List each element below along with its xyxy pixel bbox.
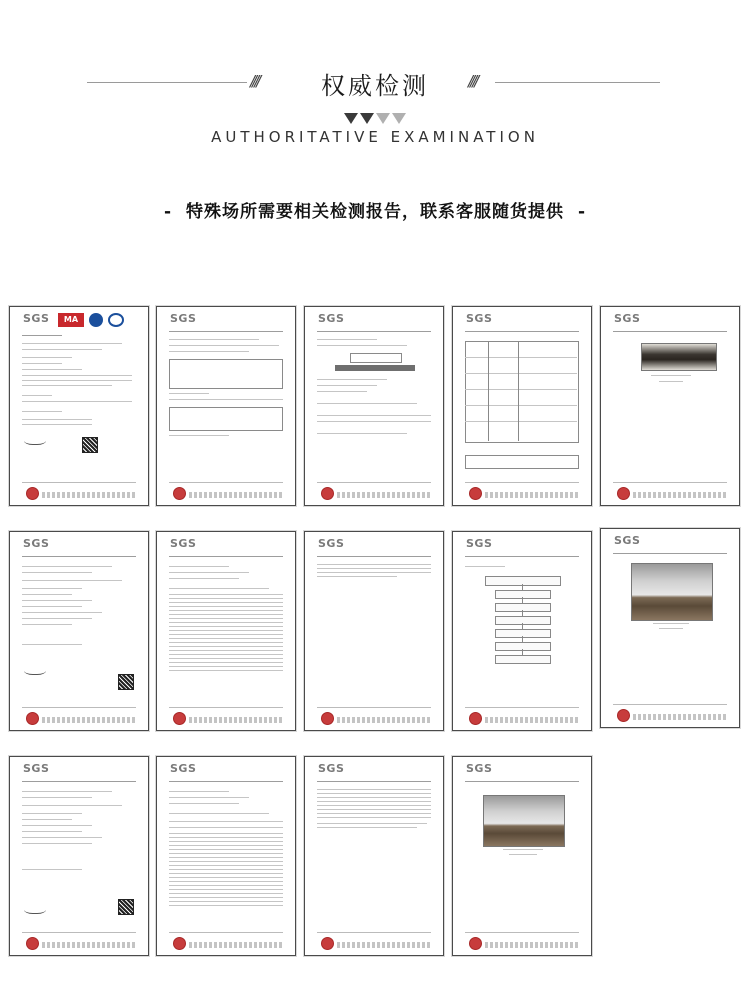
seal-icon xyxy=(469,937,482,950)
sgs-logo: SGS xyxy=(318,762,345,775)
doc-line xyxy=(465,566,505,567)
doc-line xyxy=(22,401,132,402)
doc-line xyxy=(22,556,136,557)
doc-footer-line xyxy=(613,704,727,705)
doc-line xyxy=(22,837,102,838)
doc-line xyxy=(317,415,431,416)
doc-line xyxy=(169,630,283,631)
doc-footer-text xyxy=(633,492,727,498)
doc-line xyxy=(317,379,387,380)
doc-line xyxy=(169,435,229,436)
doc-line xyxy=(169,566,229,567)
doc-line xyxy=(169,666,283,667)
seal-icon xyxy=(321,487,334,500)
doc-line xyxy=(169,897,283,898)
ilac-logo-icon xyxy=(89,313,103,327)
doc-line xyxy=(613,553,727,554)
test-report-cover[interactable] xyxy=(9,531,149,731)
doc-line xyxy=(22,624,72,625)
doc-line xyxy=(22,797,92,798)
doc-line xyxy=(317,345,407,346)
doc-line xyxy=(169,638,283,639)
doc-line xyxy=(653,623,689,624)
seal-icon xyxy=(26,712,39,725)
seal-icon xyxy=(26,937,39,950)
doc-table xyxy=(169,359,283,389)
seal-icon xyxy=(321,712,334,725)
doc-footer-text xyxy=(189,717,283,723)
qr-code-icon xyxy=(82,437,98,453)
doc-footer-text xyxy=(485,492,579,498)
doc-line xyxy=(317,781,431,782)
header-slash-right: //// xyxy=(468,72,477,90)
report-page-5-photo[interactable] xyxy=(600,306,740,506)
doc-line xyxy=(169,622,283,623)
doc-footer-line xyxy=(317,932,431,933)
signature xyxy=(24,903,46,914)
header-rule-right xyxy=(495,82,660,83)
sgs-logo: SGS xyxy=(466,312,493,325)
doc-footer-text xyxy=(189,942,283,948)
page-subtitle: AUTHORITATIVE EXAMINATION xyxy=(211,128,539,146)
doc-line xyxy=(22,825,92,826)
doc-line xyxy=(22,805,122,806)
doc-footer-text xyxy=(485,717,579,723)
doc-line xyxy=(613,331,727,332)
sgs-logo: SGS xyxy=(318,312,345,325)
doc-table xyxy=(350,353,402,363)
sgs-logo: SGS xyxy=(170,537,197,550)
doc-line xyxy=(22,606,82,607)
doc-line xyxy=(169,331,283,332)
doc-line xyxy=(465,389,577,390)
doc-line xyxy=(169,345,279,346)
doc-footer-line xyxy=(22,707,136,708)
doc-footer-text xyxy=(485,942,579,948)
doc-footer-line xyxy=(169,707,283,708)
sgs-logo: SGS xyxy=(23,312,50,325)
doc-footer-line xyxy=(169,482,283,483)
doc-line xyxy=(22,644,82,645)
doc-line xyxy=(22,375,132,376)
doc-footer-text xyxy=(633,714,727,720)
seal-icon xyxy=(469,487,482,500)
doc-footer-text xyxy=(42,717,136,723)
flow-step xyxy=(495,590,551,599)
doc-line xyxy=(169,642,283,643)
doc-footer-line xyxy=(465,482,579,483)
doc-line xyxy=(317,556,431,557)
doc-table xyxy=(465,455,579,469)
cert-cover-page[interactable] xyxy=(9,306,149,506)
doc-line xyxy=(465,331,579,332)
qr-code-icon xyxy=(118,674,134,690)
doc-line xyxy=(169,351,249,352)
doc-line xyxy=(317,793,431,794)
triangle-decoration xyxy=(0,109,750,128)
doc-line xyxy=(317,827,417,828)
doc-footer-line xyxy=(465,932,579,933)
doc-line xyxy=(169,881,283,882)
doc-line xyxy=(22,385,112,386)
doc-line xyxy=(488,341,489,441)
doc-line xyxy=(22,411,62,412)
doc-footer-text xyxy=(337,942,431,948)
doc-line xyxy=(169,901,283,902)
sgs-logo: SGS xyxy=(466,537,493,550)
doc-line xyxy=(317,421,431,422)
doc-footer-text xyxy=(337,492,431,498)
doc-line xyxy=(169,803,239,804)
doc-line xyxy=(22,580,122,581)
doc-highlight xyxy=(335,365,415,371)
seal-icon xyxy=(321,937,334,950)
doc-line xyxy=(465,781,579,782)
doc-line xyxy=(22,831,82,832)
sgs-logo: SGS xyxy=(318,537,345,550)
doc-line xyxy=(317,809,431,810)
triangle-icon xyxy=(344,113,358,124)
doc-footer-text xyxy=(189,492,283,498)
doc-line xyxy=(169,849,283,850)
doc-line xyxy=(169,853,283,854)
doc-line xyxy=(169,658,283,659)
doc-line xyxy=(22,424,92,425)
sgs-logo: SGS xyxy=(170,762,197,775)
doc-table xyxy=(169,407,283,431)
doc-line xyxy=(169,646,283,647)
doc-line xyxy=(317,403,417,404)
doc-line xyxy=(317,564,431,565)
signature xyxy=(24,434,46,445)
doc-line xyxy=(169,594,283,595)
flow-step xyxy=(495,629,551,638)
doc-line xyxy=(317,801,431,802)
doc-line xyxy=(22,369,82,370)
notice-text xyxy=(0,197,750,222)
test-sample-photo[interactable] xyxy=(600,528,740,728)
doc-footer-line xyxy=(22,482,136,483)
doc-line xyxy=(317,823,427,824)
triangle-icon xyxy=(360,113,374,124)
doc-line xyxy=(651,375,691,376)
doc-line xyxy=(169,869,283,870)
sgs-logo: SGS xyxy=(614,312,641,325)
sample-photo xyxy=(483,795,565,847)
flow-step xyxy=(495,655,551,664)
sample-photo xyxy=(631,563,713,621)
sample-photo xyxy=(641,343,717,371)
doc-line xyxy=(317,789,431,790)
doc-footer-text xyxy=(337,717,431,723)
triangle-icon xyxy=(392,113,406,124)
doc-line xyxy=(465,421,577,422)
doc-line xyxy=(169,556,283,557)
doc-line xyxy=(317,813,431,814)
doc-line xyxy=(22,594,72,595)
doc-line xyxy=(22,843,92,844)
test-flowchart[interactable] xyxy=(452,531,592,731)
test-report-results-cont[interactable] xyxy=(304,531,444,731)
seal-icon xyxy=(617,487,630,500)
report-page-3[interactable] xyxy=(304,306,444,506)
doc-line xyxy=(169,626,283,627)
doc-line xyxy=(169,873,283,874)
doc-line xyxy=(169,399,283,400)
doc-line xyxy=(659,628,683,629)
doc-line xyxy=(169,813,269,814)
doc-line xyxy=(169,618,283,619)
doc-line xyxy=(169,588,269,589)
doc-line xyxy=(317,391,367,392)
notice-dash-left: - xyxy=(163,202,172,222)
doc-line xyxy=(169,885,283,886)
test-report-results[interactable] xyxy=(156,531,296,731)
doc-line xyxy=(317,817,431,818)
doc-line xyxy=(22,869,82,870)
doc-line xyxy=(22,343,122,344)
doc-line xyxy=(169,865,283,866)
doc-line xyxy=(169,606,283,607)
doc-line xyxy=(169,877,283,878)
doc-footer-text xyxy=(42,942,136,948)
flow-step xyxy=(485,576,561,586)
doc-line xyxy=(169,905,283,906)
doc-line xyxy=(169,610,283,611)
sgs-logo: SGS xyxy=(614,534,641,547)
flow-step xyxy=(495,603,551,612)
second-sample-photo[interactable] xyxy=(452,756,592,956)
doc-line xyxy=(169,393,209,394)
doc-line xyxy=(22,419,92,420)
doc-line xyxy=(317,568,431,569)
doc-line xyxy=(169,670,283,671)
report-page-4-table[interactable] xyxy=(452,306,592,506)
doc-line xyxy=(465,556,579,557)
sgs-logo: SGS xyxy=(170,312,197,325)
doc-line xyxy=(317,339,377,340)
seal-icon xyxy=(173,712,186,725)
flow-step xyxy=(495,642,551,651)
doc-line xyxy=(518,341,519,441)
seal-icon xyxy=(617,709,630,722)
seal-icon xyxy=(173,487,186,500)
doc-line xyxy=(169,662,283,663)
doc-line xyxy=(22,572,92,573)
sgs-logo: SGS xyxy=(23,762,50,775)
doc-line xyxy=(169,837,283,838)
doc-line xyxy=(659,381,683,382)
flow-step xyxy=(495,616,551,625)
doc-footer-line xyxy=(169,932,283,933)
doc-line xyxy=(169,861,283,862)
doc-line xyxy=(169,841,283,842)
doc-line xyxy=(317,572,431,573)
doc-line xyxy=(169,889,283,890)
doc-footer-line xyxy=(317,482,431,483)
doc-line xyxy=(22,363,62,364)
doc-line xyxy=(22,781,136,782)
doc-line xyxy=(169,650,283,651)
doc-line xyxy=(169,781,283,782)
doc-line xyxy=(169,833,283,834)
doc-line xyxy=(22,349,102,350)
doc-line xyxy=(169,821,283,822)
doc-line xyxy=(169,827,283,828)
doc-line xyxy=(169,614,283,615)
doc-line xyxy=(22,819,72,820)
doc-line xyxy=(169,791,229,792)
doc-line xyxy=(169,578,239,579)
doc-line xyxy=(509,854,537,855)
doc-line xyxy=(317,797,431,798)
doc-footer-line xyxy=(317,707,431,708)
seal-icon xyxy=(26,487,39,500)
doc-line xyxy=(22,813,82,814)
signature xyxy=(24,664,46,675)
header-slash-left: //// xyxy=(250,72,259,90)
doc-line xyxy=(465,373,577,374)
doc-line xyxy=(169,797,249,798)
doc-footer-line xyxy=(465,707,579,708)
doc-line xyxy=(169,339,259,340)
doc-line xyxy=(317,805,431,806)
doc-line xyxy=(22,357,72,358)
doc-footer-text xyxy=(42,492,136,498)
doc-line xyxy=(465,357,577,358)
cnas-logo-icon xyxy=(108,313,124,327)
doc-line xyxy=(169,602,283,603)
doc-line xyxy=(22,791,112,792)
doc-line xyxy=(169,598,283,599)
doc-line xyxy=(169,654,283,655)
ma-logo: MA xyxy=(58,313,84,327)
seal-icon xyxy=(469,712,482,725)
doc-line xyxy=(22,395,52,396)
doc-line xyxy=(503,849,543,850)
doc-line xyxy=(22,618,92,619)
doc-line xyxy=(22,600,92,601)
doc-line xyxy=(169,634,283,635)
doc-line xyxy=(317,576,397,577)
notice-dash-right: - xyxy=(578,202,587,222)
doc-line xyxy=(465,405,577,406)
seal-icon xyxy=(173,937,186,950)
triangle-icon xyxy=(376,113,390,124)
doc-line xyxy=(169,572,249,573)
doc-footer-line xyxy=(22,932,136,933)
second-report-cover[interactable] xyxy=(9,756,149,956)
doc-line xyxy=(22,588,82,589)
second-report-results-cont[interactable] xyxy=(304,756,444,956)
doc-line xyxy=(317,433,407,434)
sgs-logo: SGS xyxy=(466,762,493,775)
doc-line xyxy=(169,857,283,858)
doc-footer-line xyxy=(613,482,727,483)
doc-line xyxy=(317,385,377,386)
second-report-results[interactable] xyxy=(156,756,296,956)
doc-line xyxy=(169,845,283,846)
doc-line xyxy=(22,335,62,336)
doc-line xyxy=(317,331,431,332)
report-page-2[interactable] xyxy=(156,306,296,506)
qr-code-icon xyxy=(118,899,134,915)
page-title: 权威检测 xyxy=(321,72,429,100)
doc-line xyxy=(22,380,132,381)
doc-line xyxy=(169,893,283,894)
doc-line xyxy=(22,566,112,567)
doc-line xyxy=(22,612,102,613)
sgs-logo: SGS xyxy=(23,537,50,550)
notice-label: 特殊场所需要相关检测报告，联系客服随货提供 xyxy=(186,202,564,222)
